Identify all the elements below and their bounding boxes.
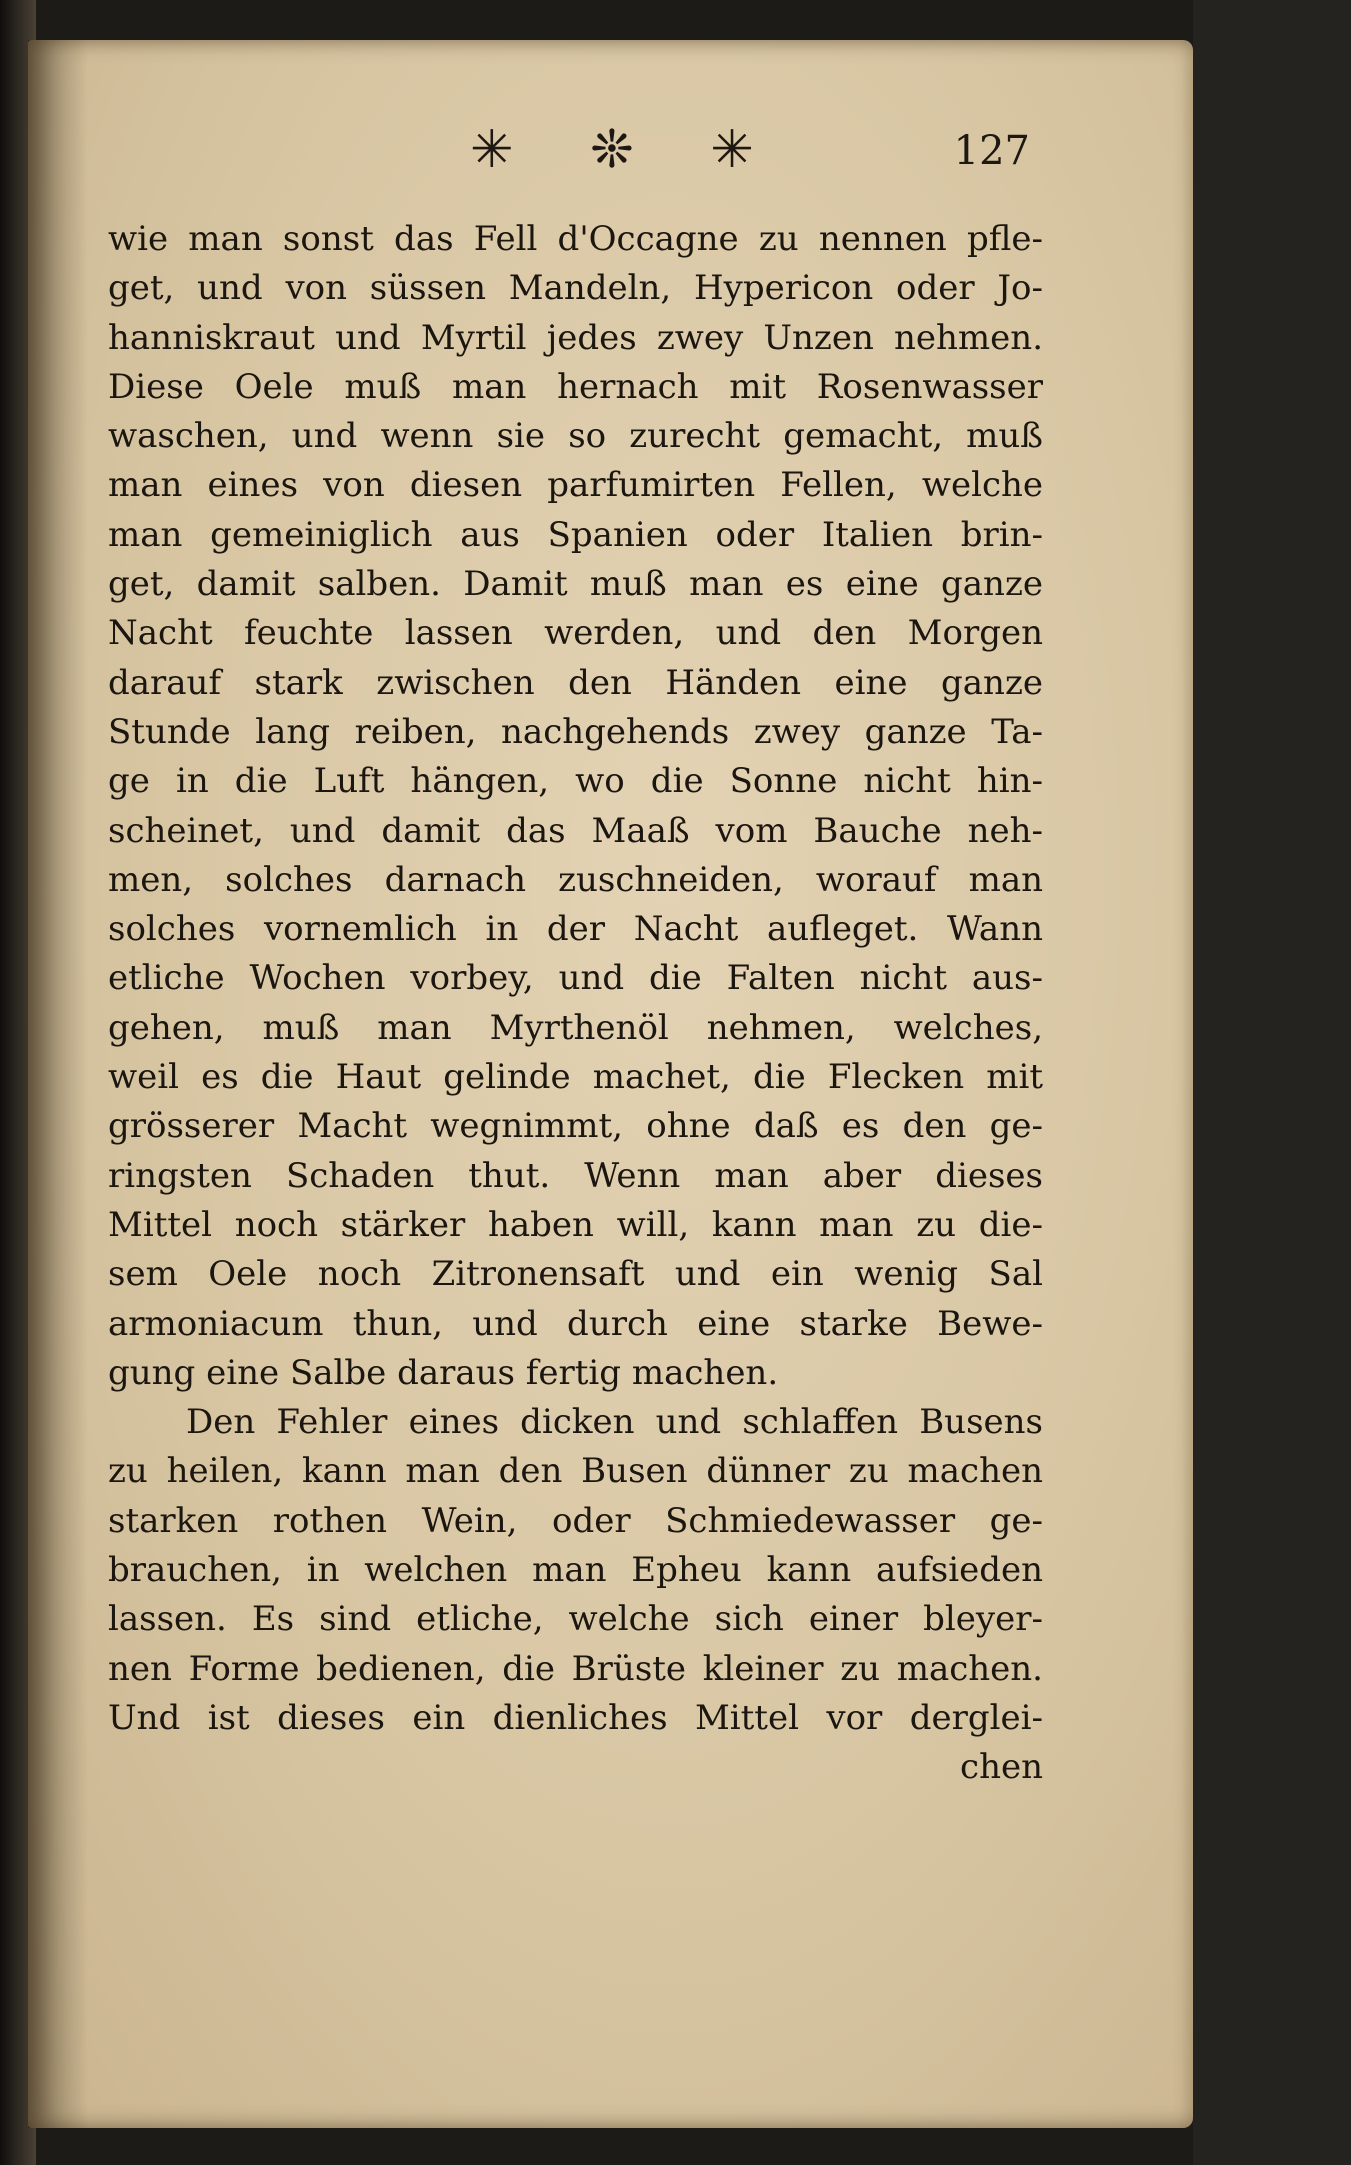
text-line: scheinet, und damit das Maaß vom Bauche neh- bbox=[108, 810, 1043, 851]
text-line: wie man sonst das Fell d'Occagne zu nennen pfle- bbox=[108, 219, 1043, 259]
text-line: starken rothen Wein, oder Schmiedewasser ge- bbox=[108, 1500, 1043, 1541]
text-line: hanniskraut und Myrtil jedes zwey Unzen nehmen. bbox=[108, 317, 1043, 358]
text-line: etliche Wochen vorbey, und die Falten nicht aus- bbox=[108, 958, 1043, 999]
text-line: get, damit salben. Damit muß man es eine ganze bbox=[108, 564, 1043, 605]
text-line: gehen, muß man Myrthenöl nehmen, welches, bbox=[108, 1007, 1043, 1048]
text-line: grösserer Macht wegnimmt, ohne daß es den ge- bbox=[108, 1106, 1043, 1147]
text-line: nen Forme bedienen, die Brüste kleiner zu machen. bbox=[108, 1648, 1043, 1689]
text-line: ringsten Schaden thut. Wenn man aber dieses bbox=[108, 1155, 1043, 1196]
body-text bbox=[108, 215, 1043, 1793]
text-line: zu heilen, kann man den Busen dünner zu machen bbox=[108, 1451, 1043, 1492]
text-line: brauchen, in welchen man Epheu kann aufsieden bbox=[108, 1550, 1043, 1591]
gutter-shadow bbox=[28, 40, 88, 2128]
catchword: chen bbox=[960, 1747, 1043, 1788]
text-line: sem Oele noch Zitronensaft und ein wenig Sal bbox=[108, 1254, 1043, 1295]
text-line: lassen. Es sind etliche, welche sich einer bleyer- bbox=[108, 1599, 1043, 1640]
text-line: weil es die Haut gelinde machet, die Flecken mit bbox=[108, 1057, 1043, 1098]
text-line: Stunde lang reiben, nachgehends zwey ganze Ta- bbox=[108, 711, 1043, 752]
text-line: Nacht feuchte lassen werden, und den Morgen bbox=[108, 613, 1043, 654]
text-line: men, solches darnach zuschneiden, worauf man bbox=[108, 859, 1043, 900]
text-line: solches vornemlich in der Nacht aufleget. Wann bbox=[108, 909, 1043, 950]
text-line: darauf stark zwischen den Händen eine ganze bbox=[108, 662, 1043, 703]
text-line: armoniacum thun, und durch eine starke Bewe- bbox=[108, 1303, 1043, 1344]
text-line: waschen, und wenn sie so zurecht gemacht, muß bbox=[108, 416, 1043, 457]
text-line: man gemeiniglich aus Spanien oder Italien brin- bbox=[108, 514, 1043, 555]
text-line: man eines von diesen parfumirten Fellen, welche bbox=[108, 465, 1043, 506]
text-line: Den Fehler eines dicken und schlaffen Busens bbox=[186, 1402, 1043, 1443]
scan-background bbox=[1193, 0, 1351, 2165]
page-header bbox=[110, 120, 1030, 190]
decorative-ornament-icon: ✳ ❊ ✳ bbox=[470, 120, 784, 180]
text-line: Mittel noch stärker haben will, kann man zu die- bbox=[108, 1204, 1043, 1245]
text-line: Und ist dieses ein dienliches Mittel vor derglei- bbox=[108, 1697, 1043, 1738]
text-line: gung eine Salbe daraus fertig machen. bbox=[108, 1352, 779, 1393]
text-line: ge in die Luft hängen, wo die Sonne nicht hin- bbox=[108, 761, 1043, 802]
page-number: 127 bbox=[953, 128, 1030, 174]
text-line: get, und von süssen Mandeln, Hypericon oder Jo- bbox=[108, 268, 1043, 309]
text-line: Diese Oele muß man hernach mit Rosenwasser bbox=[108, 366, 1043, 407]
